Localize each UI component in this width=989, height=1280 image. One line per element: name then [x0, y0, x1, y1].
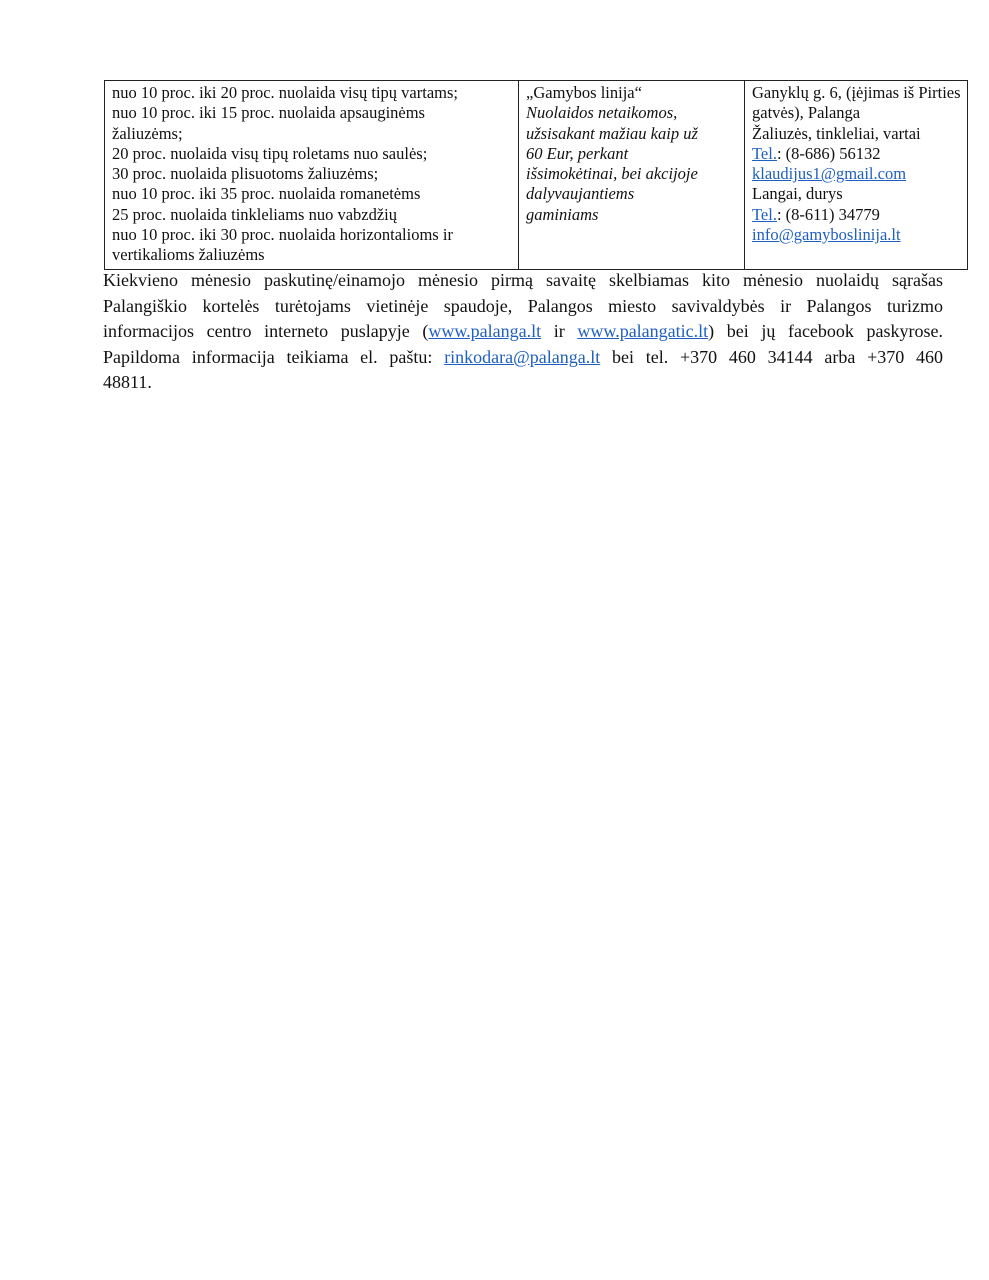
paragraph-line: Palangiškio kortelės turėtojams vietinėje spaudoje, Palangos miesto savivaldybės ir Palangos turizmo	[103, 295, 943, 316]
tel-link[interactable]: Tel.	[752, 204, 777, 224]
text-segment: ir	[541, 321, 578, 342]
discount-line: nuo 10 proc. iki 30 proc. nuolaida horizontalioms ir	[112, 225, 453, 245]
email-link[interactable]: info@gamyboslinija.lt	[752, 225, 901, 245]
paragraph-line: 48811.	[103, 372, 152, 393]
condition-line: išsimokėtinai, bei akcijoje	[526, 164, 698, 184]
discount-line: nuo 10 proc. iki 15 proc. nuolaida apsauginėms	[112, 103, 425, 123]
company-cell	[519, 81, 745, 270]
discount-line: 20 proc. nuolaida visų tipų roletams nuo saulės;	[112, 143, 428, 163]
email-line	[752, 164, 960, 184]
contacts-cell	[745, 81, 968, 270]
palanga-website-link[interactable]: www.palanga.lt	[428, 321, 542, 342]
product-category: Langai, durys	[752, 184, 843, 204]
phone-number: : (8-611) 34779	[776, 204, 880, 224]
address-line: gatvės), Palanga	[752, 103, 861, 123]
discount-list-cell	[105, 81, 519, 270]
condition-line: užsisakant mažiau kaip už	[526, 123, 698, 143]
marketing-email-link[interactable]: rinkodara@palanga.lt	[444, 346, 601, 367]
table-row	[105, 81, 968, 270]
paragraph-line	[103, 319, 943, 345]
email-line	[752, 225, 960, 245]
phone-line	[752, 144, 960, 164]
tel-link[interactable]: Tel.	[752, 143, 777, 163]
condition-line: dalyvaujantiems	[526, 184, 635, 204]
condition-line: 60 Eur, perkant	[526, 143, 629, 163]
condition-line: Nuolaidos netaikomos,	[526, 103, 678, 123]
paragraph-line	[103, 345, 943, 371]
discount-line: nuo 10 proc. iki 20 proc. nuolaida visų tipų vartams;	[112, 83, 458, 102]
discount-line: nuo 10 proc. iki 35 proc. nuolaida romanetėms	[112, 184, 421, 204]
discount-table	[104, 80, 968, 270]
phone-line	[752, 205, 960, 225]
product-category: Žaliuzės, tinkleliai, vartai	[752, 123, 921, 143]
email-link[interactable]: klaudijus1@gmail.com	[752, 164, 907, 184]
text-segment: bei tel. +370 460 34144 arba +370 460	[600, 346, 943, 367]
condition-line: gaminiams	[526, 204, 599, 224]
text-segment: ) bei jų facebook paskyrose.	[708, 321, 944, 342]
palangatic-website-link[interactable]: www.palangatic.lt	[577, 321, 709, 342]
info-paragraph	[103, 268, 943, 396]
company-name: „Gamybos linija“	[526, 83, 642, 102]
discount-line: 25 proc. nuolaida tinkleliams nuo vabzdžių	[112, 204, 398, 224]
address-line: Ganyklų g. 6, (įėjimas iš Pirties	[752, 83, 961, 102]
phone-number: : (8-686) 56132	[776, 143, 881, 163]
discount-line: žaliuzėms;	[112, 123, 183, 143]
text-segment: informacijos centro interneto puslapyje (	[103, 321, 429, 342]
discount-line: 30 proc. nuolaida plisuotoms žaliuzėms;	[112, 164, 379, 184]
text-segment: Papildoma informacija teikiama el. paštu:	[103, 346, 445, 367]
paragraph-line: Kiekvieno mėnesio paskutinę/einamojo mėnesio pirmą savaitę skelbiamas kito mėnesio nuolaidų sąrašas	[103, 270, 943, 290]
discount-line: vertikalioms žaliuzėms	[112, 245, 265, 265]
